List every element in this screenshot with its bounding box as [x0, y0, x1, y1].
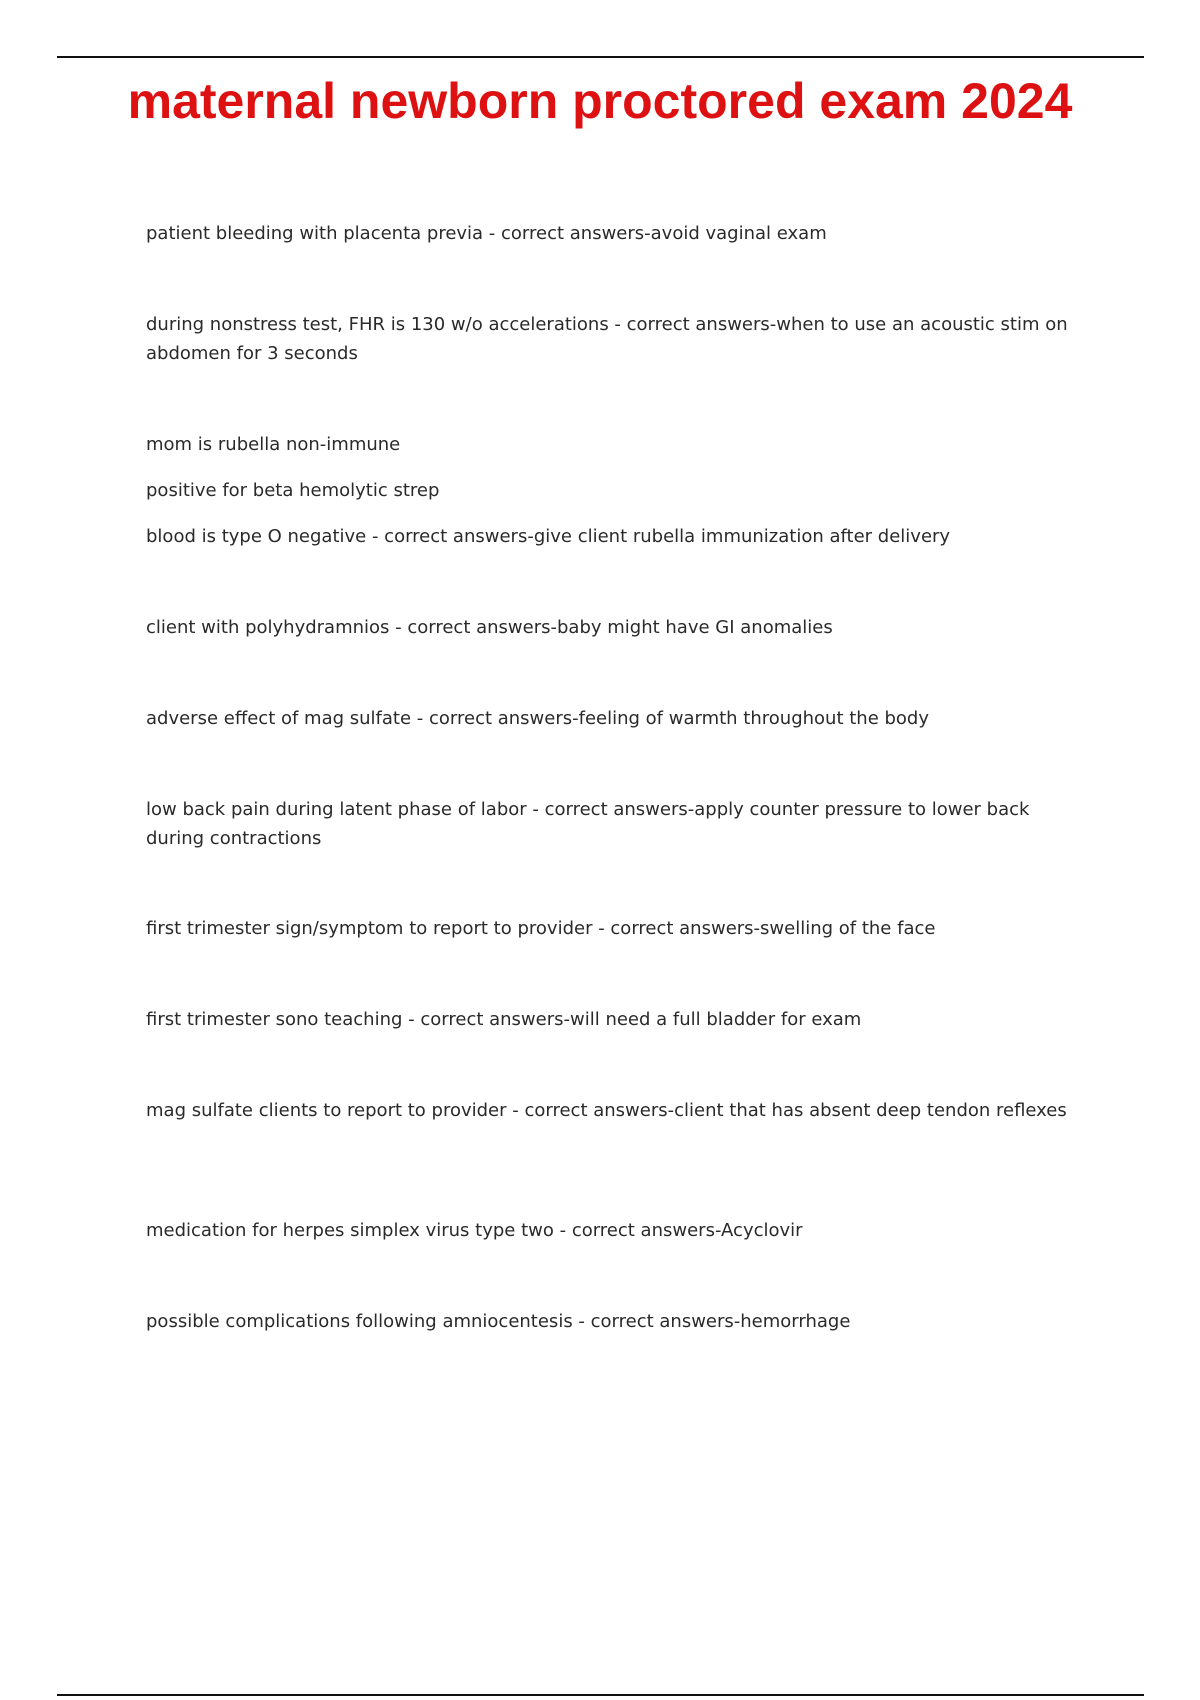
document-title: maternal newborn proctored exam 2024 — [127, 73, 1073, 129]
qa-entry-3: mom is rubella non-immune — [146, 434, 401, 455]
qa-entry-9: first trimester sign/symptom to report to provider - correct answers-swelling of the face — [146, 918, 936, 939]
qa-entry-8: low back pain during latent phase of labor - correct answers-apply counter pressure to lower back during contractions — [146, 799, 1030, 849]
bottom-rule — [57, 1694, 1144, 1696]
qa-entry-2: during nonstress test, FHR is 130 w/o accelerations - correct answers-when to use an acoustic stim on abdomen for 3 seconds — [146, 314, 1068, 364]
qa-entry-6: client with polyhydramnios - correct answers-baby might have GI anomalies — [146, 617, 833, 638]
qa-entry-11: mag sulfate clients to report to provider - correct answers-client that has absent deep tendon reflexes — [146, 1100, 1067, 1121]
qa-entry-13: possible complications following amniocentesis - correct answers-hemorrhage — [146, 1311, 851, 1332]
qa-entry-1: patient bleeding with placenta previa - correct answers-avoid vaginal exam — [146, 223, 827, 244]
qa-entry-5: blood is type O negative - correct answers-give client rubella immunization after delivery — [146, 526, 951, 547]
qa-entry-12: medication for herpes simplex virus type two - correct answers-Acyclovir — [146, 1220, 803, 1241]
qa-entry-10: first trimester sono teaching - correct answers-will need a full bladder for exam — [146, 1009, 862, 1030]
qa-entry-7: adverse effect of mag sulfate - correct answers-feeling of warmth throughout the body — [146, 708, 929, 729]
qa-entry-4: positive for beta hemolytic strep — [146, 480, 440, 501]
top-rule — [57, 56, 1144, 58]
